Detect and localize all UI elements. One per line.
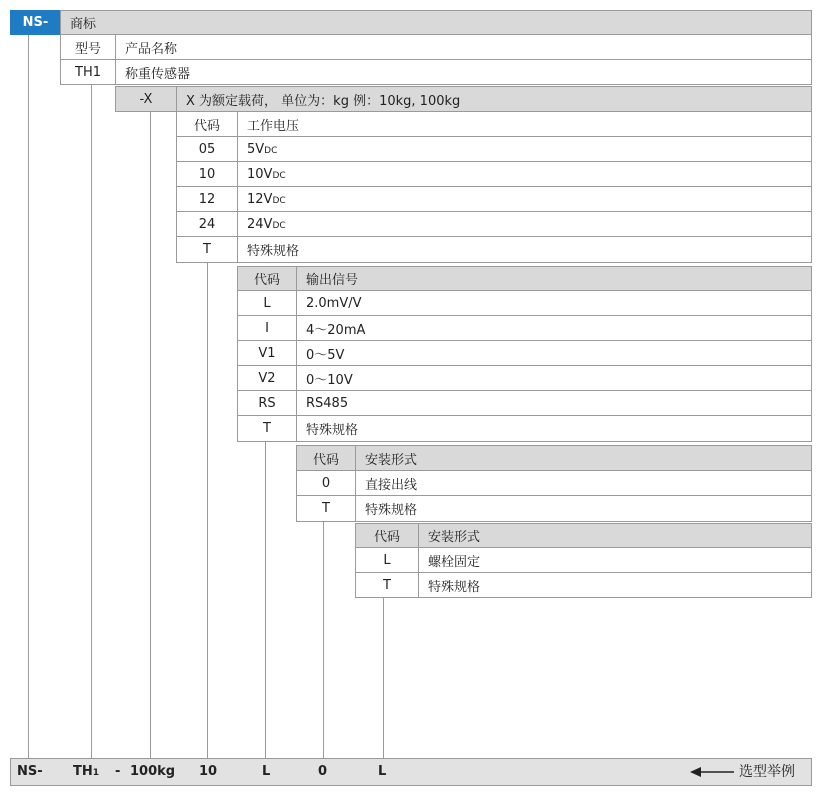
connector-line-brand [28,35,29,758]
install1-row-code [296,470,356,496]
output-row-code [237,415,297,442]
output-row-code [237,390,297,416]
example-part-load: 100kg [130,764,176,779]
brand-code: NS- [22,15,49,30]
voltage-row-value [237,211,812,237]
voltage-row-value [237,136,812,162]
output-row-value [296,390,812,416]
voltage-value: 特殊规格 [247,244,300,259]
connector-line-output [265,442,266,758]
install2-row-code [355,547,419,573]
output-code: L [263,295,271,311]
voltage-code: 24 [198,216,216,232]
connector-line-install2 [383,598,384,758]
voltage-row-value [237,186,812,212]
example-part-model [73,763,99,782]
load-label-cell [176,86,812,112]
voltage-row-code [176,211,238,237]
connector-line-model [91,85,92,758]
model-header-code [60,34,116,60]
voltage-row-code [176,186,238,212]
voltage-value: 12V [247,191,273,207]
output-row-value [296,365,812,391]
example-part-output: L [262,764,271,779]
output-row-code [237,290,297,316]
voltage-code: 12 [198,191,216,207]
output-code: V2 [258,370,276,386]
connector-line-load [150,112,151,758]
voltage-row-value [237,236,812,263]
install1-row-value [355,470,812,496]
model-header-label-text: 产品名称 [125,41,178,57]
install1-header-code [296,445,356,471]
output-value: 特殊规格 [306,423,359,438]
voltage-header-code-text: 代码 [193,118,220,134]
install2-header-label [418,523,812,548]
output-row-value [296,415,812,442]
output-value: RS485 [306,395,349,411]
voltage-header-code [176,111,238,137]
output-code: RS [258,395,276,411]
output-row-value [296,315,812,341]
voltage-unit: DC [272,221,286,231]
output-value: 0～5V [306,347,345,363]
output-row-value [296,340,812,366]
install1-code: T [322,501,330,516]
output-code: V1 [258,345,276,361]
voltage-row-code [176,161,238,187]
output-value: 0～10V [306,372,353,388]
install1-header-label-text: 安装形式 [365,452,418,468]
brand-label-cell [60,10,812,35]
install1-header-code-text: 代码 [312,452,339,468]
voltage-row-code [176,236,238,263]
model-code: TH1 [75,64,101,80]
output-header-label [296,266,812,291]
install2-header-label-text: 安装形式 [428,530,481,545]
voltage-row-value [237,161,812,187]
voltage-unit: DC [272,171,286,181]
voltage-code: 10 [198,166,216,182]
model-code-cell [60,59,116,85]
output-row-code [237,340,297,366]
connector-line-install1 [323,522,324,758]
model-header-label [115,34,812,60]
output-value: 2.0mV/V [306,295,362,311]
install2-header-code-text: 代码 [373,530,400,545]
voltage-code: T [203,242,211,257]
output-row-value [296,290,812,316]
example-part-model-sub: 1 [92,768,100,778]
install2-row-value [418,547,812,573]
install1-row-value [355,495,812,522]
example-part-install2: L [378,764,387,779]
model-label: 称重传感器 [125,66,191,82]
output-row-code [237,365,297,391]
output-value: 4～20mA [306,322,366,338]
install2-code: L [383,552,391,568]
install1-code: 0 [321,475,331,491]
brand-label: 商标 [70,17,97,32]
load-label: X 为额定载荷， 单位为：kg 例：10kg, 100kg [186,93,461,109]
install2-header-code [355,523,419,548]
install2-value: 螺栓固定 [428,554,481,570]
example-part-voltage: 10 [199,764,218,779]
example-note: 选型举例 [739,764,795,780]
load-code-cell [115,86,177,112]
install2-value: 特殊规格 [428,579,481,595]
example-part-model-text: TH [73,764,93,779]
output-header-code-text: 代码 [253,273,280,288]
voltage-unit: DC [264,146,278,156]
brand-code-cell [10,10,61,35]
voltage-value: 10V [247,166,273,182]
output-header-code [237,266,297,291]
voltage-value: 24V [247,216,273,232]
output-row-code [237,315,297,341]
output-header-label-text: 输出信号 [306,273,359,288]
voltage-unit: DC [272,196,286,206]
install1-value: 特殊规格 [365,503,418,518]
connector-line-voltage [207,263,208,758]
example-part-dash: - [115,764,121,779]
voltage-value: 5V [247,141,265,157]
model-header-code-text: 型号 [74,41,101,57]
load-code: -X [139,91,153,107]
install1-value: 直接出线 [365,477,418,493]
install2-row-value [418,572,812,598]
install2-code: T [383,577,391,593]
example-part-brand: NS- [17,764,43,779]
install2-row-code [355,572,419,598]
voltage-header-label-text: 工作电压 [247,118,300,134]
output-code: T [263,421,271,436]
output-code: I [265,320,269,336]
example-part-install1: 0 [318,764,328,779]
voltage-header-label [237,111,812,137]
arrow-left-icon [690,764,734,780]
install1-header-label [355,445,812,471]
voltage-row-code [176,136,238,162]
model-label-cell [115,59,812,85]
install1-row-code [296,495,356,522]
voltage-code: 05 [198,141,216,157]
